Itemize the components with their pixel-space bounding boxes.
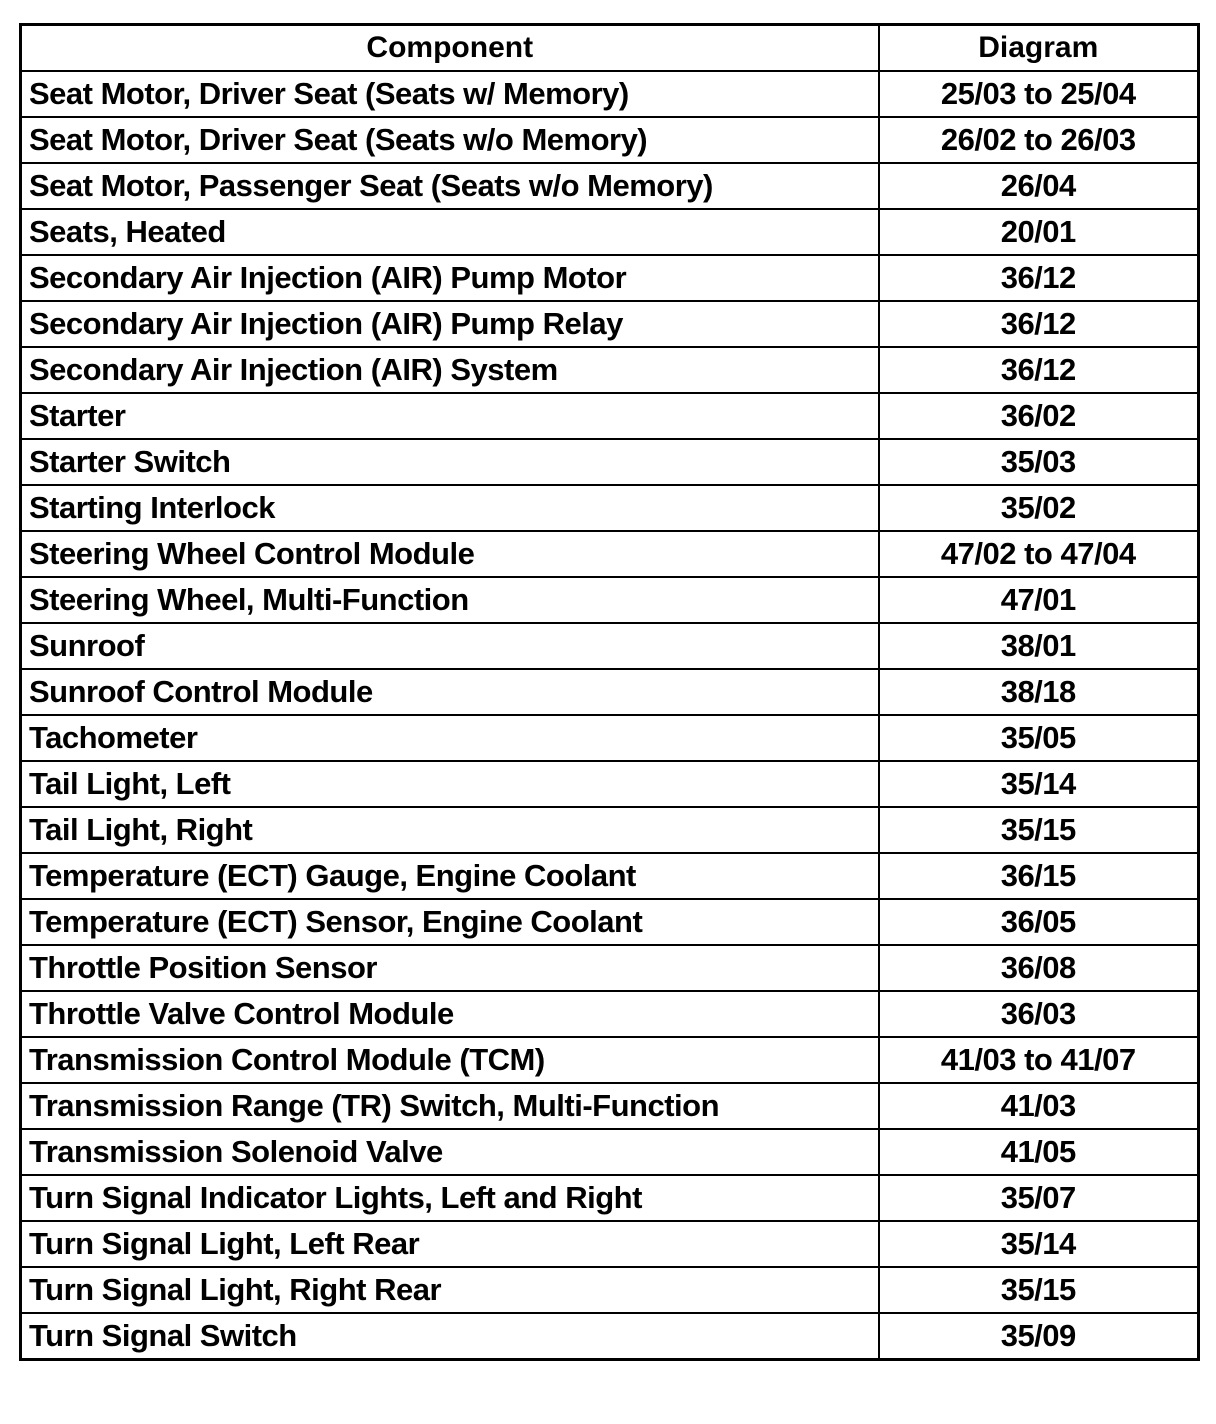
diagram-cell: 36/02 bbox=[879, 393, 1199, 439]
diagram-cell: 26/04 bbox=[879, 163, 1199, 209]
component-cell: Temperature (ECT) Sensor, Engine Coolant bbox=[21, 899, 879, 945]
diagram-cell: 47/01 bbox=[879, 577, 1199, 623]
table-row bbox=[21, 945, 1199, 991]
table-row bbox=[21, 531, 1199, 577]
diagram-cell: 38/01 bbox=[879, 623, 1199, 669]
diagram-cell: 36/05 bbox=[879, 899, 1199, 945]
diagram-cell: 26/02 to 26/03 bbox=[879, 117, 1199, 163]
diagram-cell: 41/03 bbox=[879, 1083, 1199, 1129]
component-cell: Tail Light, Left bbox=[21, 761, 879, 807]
component-cell: Starter bbox=[21, 393, 879, 439]
table-row bbox=[21, 669, 1199, 715]
table-row bbox=[21, 853, 1199, 899]
diagram-cell: 47/02 to 47/04 bbox=[879, 531, 1199, 577]
component-cell: Throttle Position Sensor bbox=[21, 945, 879, 991]
diagram-cell: 36/08 bbox=[879, 945, 1199, 991]
table-row bbox=[21, 1267, 1199, 1313]
diagram-cell: 41/05 bbox=[879, 1129, 1199, 1175]
component-column-header: Component bbox=[21, 25, 879, 72]
table-row bbox=[21, 163, 1199, 209]
table-row bbox=[21, 623, 1199, 669]
component-cell: Seat Motor, Passenger Seat (Seats w/o Memory) bbox=[21, 163, 879, 209]
table-row bbox=[21, 347, 1199, 393]
table-row bbox=[21, 577, 1199, 623]
diagram-cell: 36/12 bbox=[879, 301, 1199, 347]
component-cell: Sunroof bbox=[21, 623, 879, 669]
component-cell: Transmission Solenoid Valve bbox=[21, 1129, 879, 1175]
table-row bbox=[21, 991, 1199, 1037]
table-row bbox=[21, 1221, 1199, 1267]
component-cell: Sunroof Control Module bbox=[21, 669, 879, 715]
diagram-cell: 35/05 bbox=[879, 715, 1199, 761]
component-cell: Turn Signal Light, Right Rear bbox=[21, 1267, 879, 1313]
component-cell: Secondary Air Injection (AIR) Pump Relay bbox=[21, 301, 879, 347]
table-row bbox=[21, 1175, 1199, 1221]
table-row bbox=[21, 761, 1199, 807]
diagram-cell: 35/07 bbox=[879, 1175, 1199, 1221]
table-row bbox=[21, 899, 1199, 945]
component-cell: Seat Motor, Driver Seat (Seats w/ Memory) bbox=[21, 71, 879, 117]
table-body bbox=[21, 71, 1199, 1360]
component-diagram-table bbox=[19, 23, 1200, 1361]
diagram-cell: 36/12 bbox=[879, 255, 1199, 301]
component-cell: Tail Light, Right bbox=[21, 807, 879, 853]
table-row bbox=[21, 1083, 1199, 1129]
component-cell: Transmission Control Module (TCM) bbox=[21, 1037, 879, 1083]
table-row bbox=[21, 117, 1199, 163]
component-cell: Secondary Air Injection (AIR) Pump Motor bbox=[21, 255, 879, 301]
component-cell: Temperature (ECT) Gauge, Engine Coolant bbox=[21, 853, 879, 899]
table-row bbox=[21, 209, 1199, 255]
component-cell: Throttle Valve Control Module bbox=[21, 991, 879, 1037]
diagram-cell: 36/12 bbox=[879, 347, 1199, 393]
diagram-cell: 38/18 bbox=[879, 669, 1199, 715]
component-cell: Seat Motor, Driver Seat (Seats w/o Memory) bbox=[21, 117, 879, 163]
table-row bbox=[21, 715, 1199, 761]
diagram-cell: 35/14 bbox=[879, 761, 1199, 807]
table-row bbox=[21, 1037, 1199, 1083]
table-row bbox=[21, 485, 1199, 531]
component-cell: Transmission Range (TR) Switch, Multi-Function bbox=[21, 1083, 879, 1129]
diagram-column-header: Diagram bbox=[879, 25, 1199, 72]
component-cell: Tachometer bbox=[21, 715, 879, 761]
diagram-cell: 35/14 bbox=[879, 1221, 1199, 1267]
table-row bbox=[21, 393, 1199, 439]
component-cell: Seats, Heated bbox=[21, 209, 879, 255]
table-row bbox=[21, 301, 1199, 347]
component-cell: Steering Wheel Control Module bbox=[21, 531, 879, 577]
table-row bbox=[21, 255, 1199, 301]
diagram-cell: 35/15 bbox=[879, 807, 1199, 853]
component-cell: Turn Signal Indicator Lights, Left and Right bbox=[21, 1175, 879, 1221]
table-row bbox=[21, 1313, 1199, 1360]
table-header-row bbox=[21, 25, 1199, 72]
table-row bbox=[21, 71, 1199, 117]
diagram-cell: 35/02 bbox=[879, 485, 1199, 531]
diagram-cell: 35/15 bbox=[879, 1267, 1199, 1313]
diagram-cell: 36/15 bbox=[879, 853, 1199, 899]
component-cell: Starter Switch bbox=[21, 439, 879, 485]
table-row bbox=[21, 807, 1199, 853]
component-cell: Secondary Air Injection (AIR) System bbox=[21, 347, 879, 393]
diagram-cell: 20/01 bbox=[879, 209, 1199, 255]
component-cell: Turn Signal Light, Left Rear bbox=[21, 1221, 879, 1267]
diagram-cell: 36/03 bbox=[879, 991, 1199, 1037]
diagram-cell: 25/03 to 25/04 bbox=[879, 71, 1199, 117]
diagram-cell: 41/03 to 41/07 bbox=[879, 1037, 1199, 1083]
diagram-cell: 35/09 bbox=[879, 1313, 1199, 1360]
table-row bbox=[21, 439, 1199, 485]
component-cell: Starting Interlock bbox=[21, 485, 879, 531]
component-cell: Steering Wheel, Multi-Function bbox=[21, 577, 879, 623]
table-row bbox=[21, 1129, 1199, 1175]
diagram-cell: 35/03 bbox=[879, 439, 1199, 485]
component-cell: Turn Signal Switch bbox=[21, 1313, 879, 1360]
